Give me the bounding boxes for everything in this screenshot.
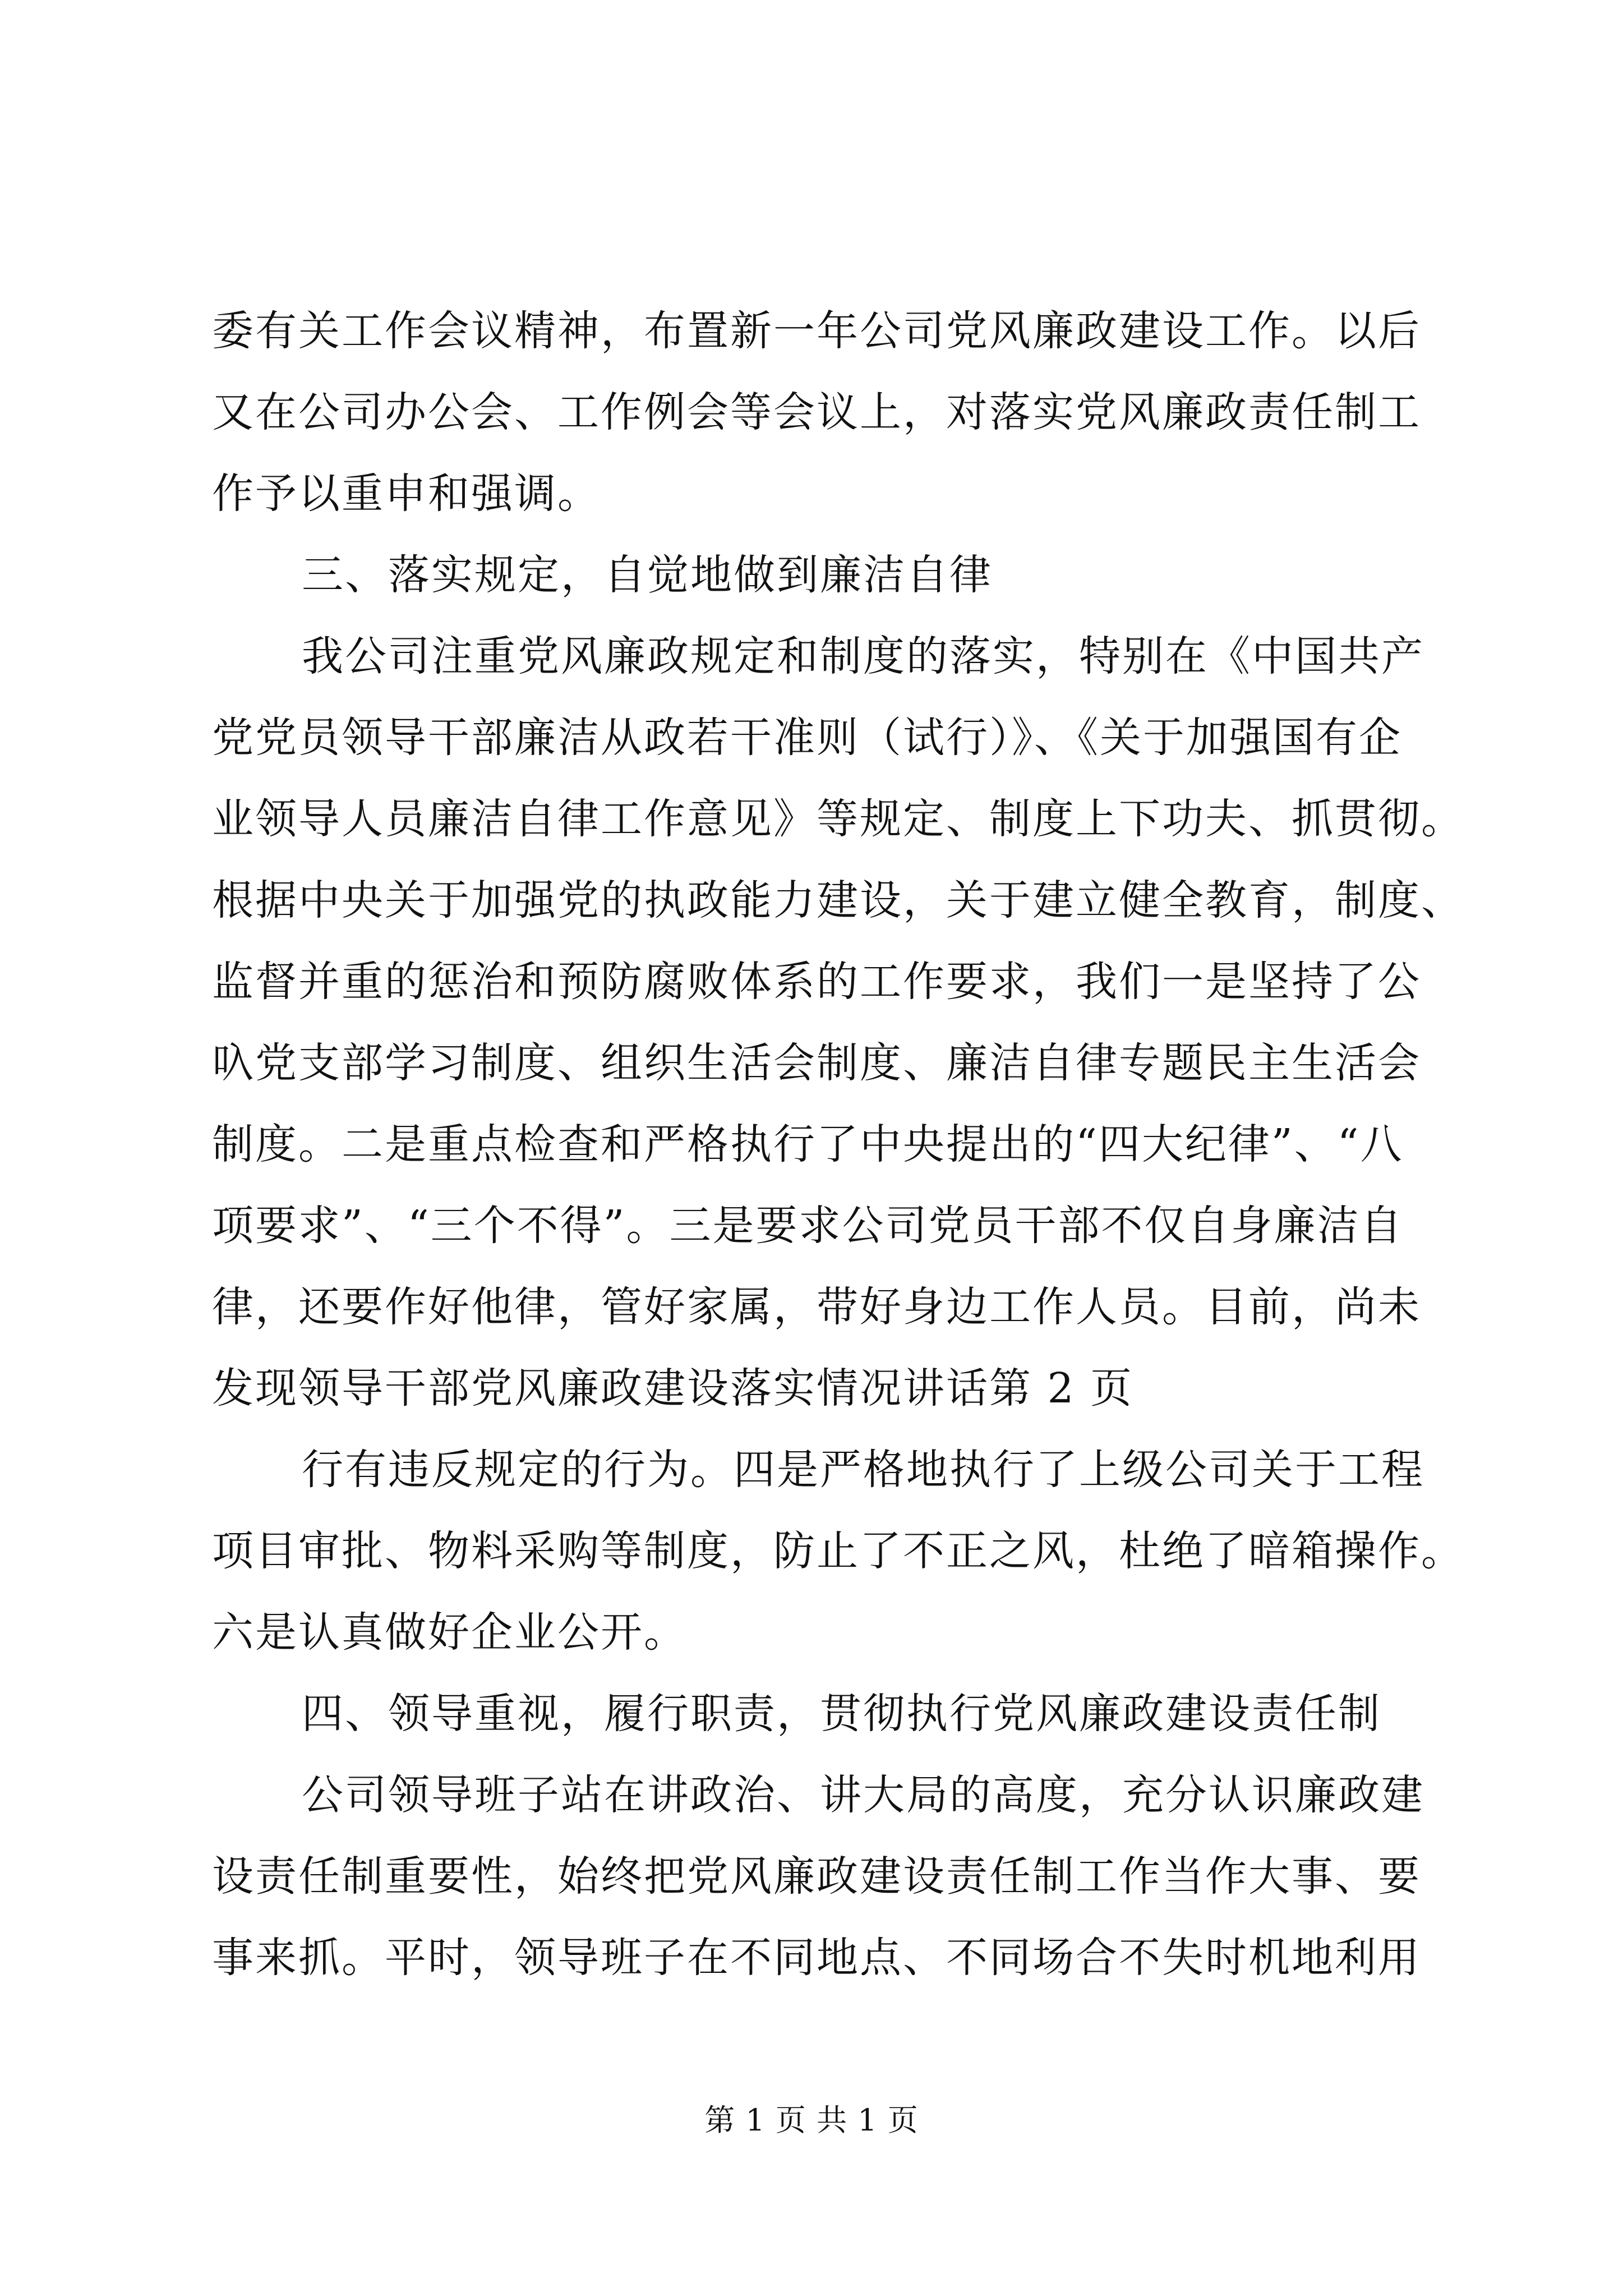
text-line: 六是认真做好企业公开。 (212, 1608, 687, 1657)
text-line: 制度。二是重点检查和严格执行了中央提出的“四大纪律”、“八 (212, 1120, 1404, 1168)
text-line: 发现领导干部党风廉政建设落实情况讲话第 2 页 (212, 1364, 1134, 1412)
text-line: 根据中央关于加强党的执政能力建设，关于建立健全教育，制度、 (212, 876, 1464, 924)
document-body (212, 291, 1464, 1999)
text-line: 设责任制重要性，始终把党风廉政建设责任制工作当作大事、要 (212, 1852, 1421, 1901)
text-line: 我公司注重党风廉政规定和制度的落实，特别在《中国共产 (302, 632, 1424, 680)
text-line: 公司领导班子站在讲政治、讲大局的高度，充分认识廉政建 (302, 1771, 1424, 1819)
text-line: 项目审批、物料采购等制度，防止了不正之风，杜绝了暗箱操作。 (212, 1527, 1464, 1575)
section-heading: 三、落实规定，自觉地做到廉洁自律 (302, 551, 993, 599)
text-line: 项要求”、“三个不得”。三是要求公司党员干部不仅自身廉洁自 (212, 1202, 1404, 1250)
text-line: 行有违反规定的行为。四是严格地执行了上级公司关于工程 (302, 1446, 1424, 1494)
text-line: 党党员领导干部廉洁从政若干准则（试行）》、《关于加强国有企 (212, 714, 1402, 762)
text-line: 律，还要作好他律，管好家属，带好身边工作人员。目前，尚未 (212, 1283, 1421, 1331)
text-line: 作予以重申和强调。 (212, 470, 601, 518)
text-line: 监督并重的惩治和预防腐败体系的工作要求，我们一是坚持了公 (212, 958, 1421, 1006)
text-line: 委有关工作会议精神，布置新一年公司党风廉政建设工作。以后 (212, 307, 1421, 355)
text-line: 业领导人员廉洁自律工作意见》等规定、制度上下功夫、抓贯彻。 (212, 795, 1464, 843)
text-line: 又在公司办公会、工作例会等会议上，对落实党风廉政责任制工 (212, 388, 1421, 436)
text-line: 叺党支部学习制度、组织生活会制度、廉洁自律专题民主生活会 (212, 1039, 1421, 1087)
text-line: 事来抓。平时，领导班子在不同地点、不同场合不失时机地利用 (212, 1934, 1421, 1982)
section-heading: 四、领导重视，履行职责，贯彻执行党风廉政建设责任制 (302, 1690, 1381, 1738)
page-footer: 第 1 页 共 1 页 (704, 2102, 919, 2138)
